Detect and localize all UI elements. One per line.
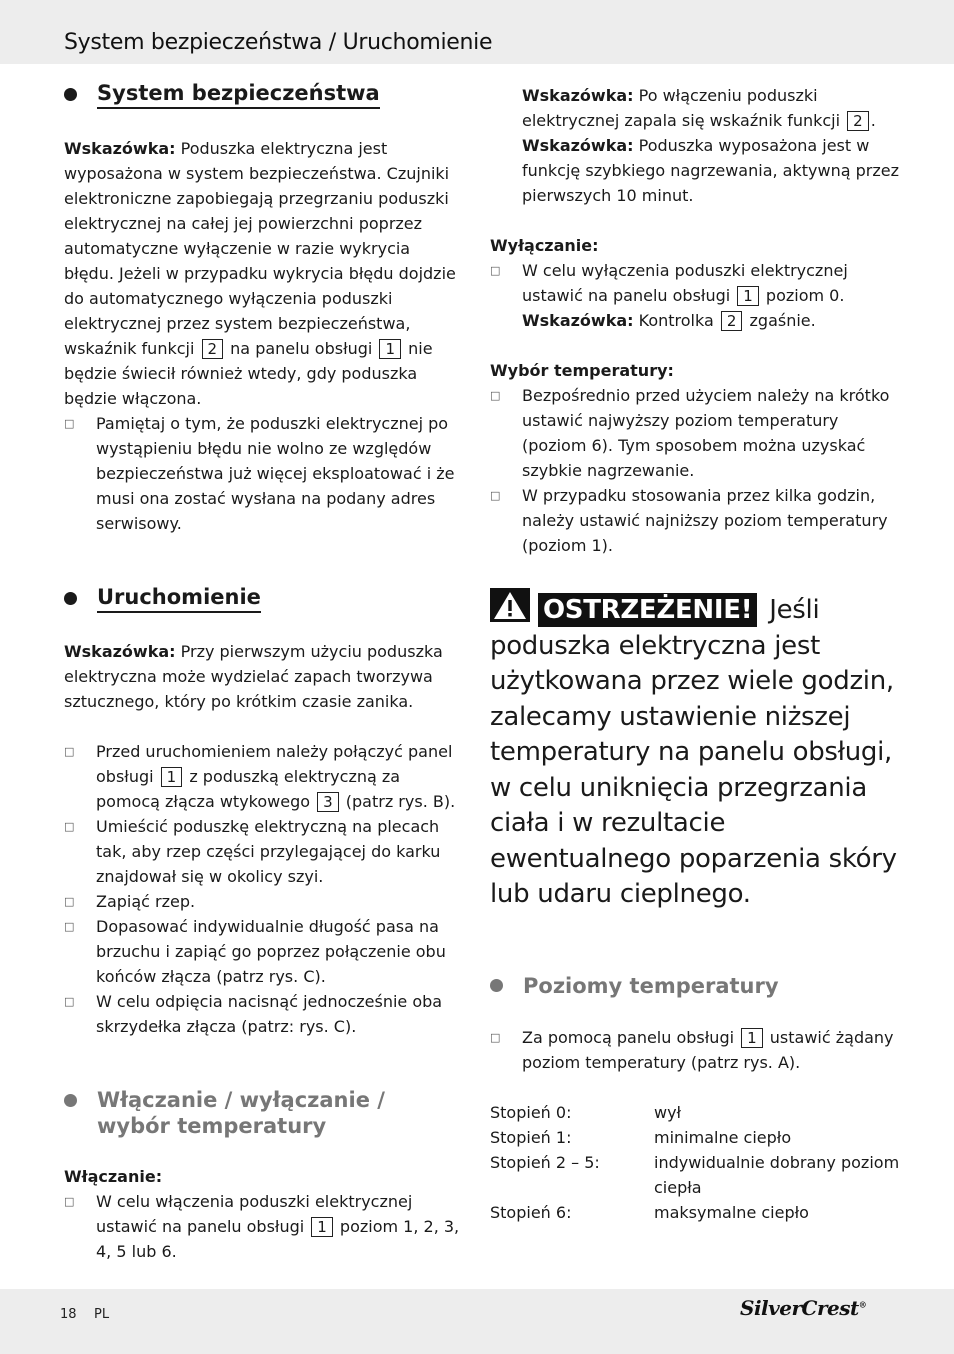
ref-box: 2: [721, 311, 743, 331]
temp-levels-table: [490, 1100, 900, 1225]
table-row: Stopień 6: maksymalne ciepło: [490, 1202, 809, 1222]
startup-note: Wskazówka: Przy pierwszym użyciu poduszka elektryczna może wydzielać zapach tworzywa sztucznego, który po krótkim czasie zanika.: [64, 642, 443, 711]
checkbox-square-icon: □: [64, 995, 75, 1008]
checkbox-square-icon: □: [490, 389, 501, 402]
on-note: Wskazówka: Po włączeniu poduszki elektrycznej zapala się wskaźnik funkcji 2 .: [522, 86, 876, 130]
list-item: □ Pamiętaj o tym, że poduszki elektrycznej po wystąpieniu błędu nie wolno ze względów bezpieczeństwa już więcej eksploatować i że musi ona zostać wysłana na podany adres serwisowy.: [64, 411, 464, 536]
checkbox-square-icon: □: [490, 264, 501, 277]
switch-on-heading: Włączanie:: [64, 1167, 163, 1186]
bullet-dot-icon: [64, 88, 77, 101]
right-column: [490, 83, 900, 1225]
heading-temp-levels: Poziomy temperatury: [490, 973, 900, 999]
safety-note: Wskazówka: Poduszka elektryczna jest wyposażona w system bezpieczeństwa. Czujniki elektroniczne zapobiegają przegrzaniu poduszki elektrycznej na całej jej powierzchni poprzez automatyczne wyłączenie w razie wykrycia błędu. Jeżeli w przypadku wykrycia błędu dojdzie do automatycznego wyłączenia poduszki elektrycznej przez system bezpieczeństwa, wskaźnik funkcji 2 na panelu obsługi 1 nie będzie świecił również wtedy, gdy poduszka będzie włączona.: [64, 139, 456, 408]
heading-safety-system: System bezpieczeństwa: [64, 80, 464, 109]
switch-off-heading: Wyłączanie:: [490, 236, 599, 255]
list-item: □ Za pomocą panelu obsługi 1 ustawić żądany poziom temperatury (patrz rys. A).: [490, 1025, 900, 1075]
checkbox-square-icon: □: [64, 1195, 75, 1208]
checkbox-square-icon: □: [64, 895, 75, 908]
warning-block: OSTRZEŻENIE! Jeśli poduszka elektryczna jest użytkowana przez wiele godzin, zalecamy ustawienie niższej temperatury na panelu obsługi, w celu uniknięcia przegrzania ciała i w rezultacie ewentualnego poparzenia skóry lub udaru cieplnego.: [490, 588, 900, 913]
checkbox-square-icon: □: [64, 920, 75, 933]
list-item: □ W celu włączenia poduszki elektrycznej ustawić na panelu obsługi 1 poziom 1, 2, 3, 4, 5 lub 6.: [64, 1189, 464, 1264]
list-item: □ Umieścić poduszkę elektryczną na plecach tak, aby rzep części przylegającej do karku znajdował się w okolicy szyi.: [64, 814, 464, 889]
left-column: [64, 80, 464, 1264]
bullet-dot-icon: [64, 1094, 77, 1107]
list-item: □ W celu odpięcia nacisnąć jednocześnie oba skrzydełka złącza (patrz: rys. C).: [64, 989, 464, 1039]
bullet-dot-icon: [64, 592, 77, 605]
list-item: □ W przypadku stosowania przez kilka godzin, należy ustawić najniższy poziom temperatury (poziom 1).: [490, 483, 900, 558]
ref-box: 1: [161, 767, 183, 787]
list-item: □ Zapiąć rzep.: [64, 889, 464, 914]
list-item: □ Przed uruchomieniem należy połączyć panel obsługi 1 z poduszką elektryczną za pomocą złącza wtykowego 3 (patrz rys. B).: [64, 739, 464, 814]
page-header: [0, 0, 954, 64]
ref-box: 1: [311, 1217, 333, 1237]
warning-triangle-icon: [490, 588, 530, 622]
ref-box: 1: [741, 1028, 763, 1048]
brand-logo: SilverCrest®: [740, 1296, 867, 1320]
list-item: □ Dopasować indywidualnie długość pasa na brzuchu i zapiąć go poprzez połączenie obu końców złącza (patrz rys. C).: [64, 914, 464, 989]
fast-heat-note: Wskazówka: Poduszka wyposażona jest w funkcję szybkiego nagrzewania, aktywną przez pierwszych 10 minut.: [522, 136, 899, 205]
table-row: Stopień 0: wył: [490, 1102, 682, 1122]
checkbox-square-icon: □: [64, 745, 75, 758]
table-row: Stopień 1: minimalne ciepło: [490, 1127, 792, 1147]
heading-startup: Uruchomienie: [64, 584, 464, 613]
list-item: □ W celu wyłączenia poduszki elektrycznej ustawić na panelu obsługi 1 poziom 0. Wskazówka: Kontrolka 2 zgaśnie.: [490, 258, 900, 333]
heading-on-off: Włączanie / wyłączanie / wybór temperatury: [64, 1087, 464, 1139]
ref-box: 1: [737, 286, 759, 306]
ref-box: 2: [847, 111, 869, 131]
page-number: 18: [60, 1307, 77, 1322]
ref-box: 3: [317, 792, 339, 812]
page-language: PL: [94, 1307, 110, 1322]
page-title: System bezpieczeństwa / Uruchomienie: [64, 30, 493, 55]
checkbox-square-icon: □: [64, 820, 75, 833]
temp-select-heading: Wybór temperatury:: [490, 361, 674, 380]
warning-label: OSTRZEŻENIE!: [538, 593, 757, 627]
bullet-dot-icon: [490, 979, 503, 992]
table-row: Stopień 2 – 5: indywidualnie dobrany poziom ciepła: [490, 1152, 900, 1197]
checkbox-square-icon: □: [490, 489, 501, 502]
ref-box: 1: [379, 339, 401, 359]
checkbox-square-icon: □: [490, 1030, 501, 1044]
ref-box: 2: [202, 339, 224, 359]
checkbox-square-icon: □: [64, 417, 75, 430]
list-item: □ Bezpośrednio przed użyciem należy na krótko ustawić najwyższy poziom temperatury (poziom 6). Tym sposobem można uzyskać szybkie nagrzewanie.: [490, 383, 900, 483]
